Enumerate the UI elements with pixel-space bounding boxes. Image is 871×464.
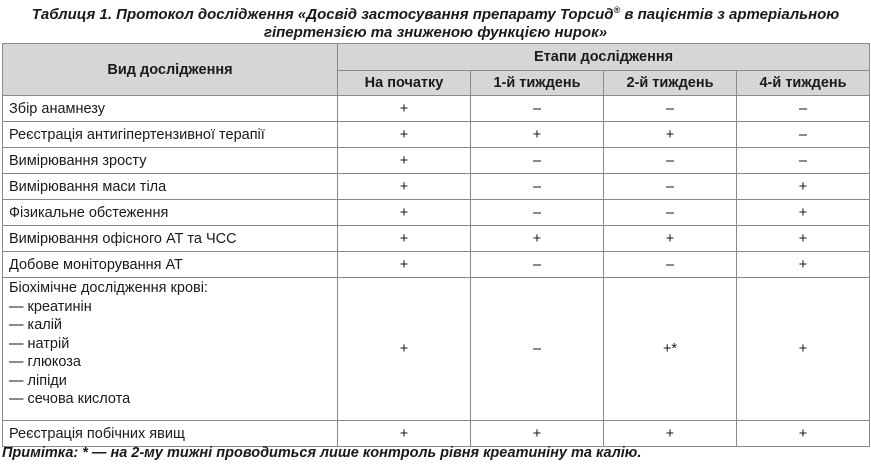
header-stage: На початку <box>338 71 471 96</box>
biochem-title: Біохімічне дослідження крові: <box>9 280 208 296</box>
row-mark: + <box>737 421 870 447</box>
header-stage: 2-й тиждень <box>604 71 737 96</box>
table-row <box>3 174 870 200</box>
row-mark: – <box>471 252 604 278</box>
row-name: Фізикальне обстеження <box>3 200 338 226</box>
row-mark: + <box>338 148 471 174</box>
row-name: Вимірювання маси тіла <box>3 174 338 200</box>
table-row-biochemistry <box>3 278 870 421</box>
row-mark: + <box>737 174 870 200</box>
table-caption <box>0 0 871 41</box>
header-study-type: Вид дослідження <box>3 44 338 96</box>
row-mark: + <box>338 421 471 447</box>
row-mark: – <box>604 252 737 278</box>
row-mark: – <box>471 278 604 421</box>
row-mark: + <box>737 252 870 278</box>
row-name: Добове моніторування АТ <box>3 252 338 278</box>
row-mark: – <box>737 122 870 148</box>
row-mark: + <box>338 174 471 200</box>
row-mark: + <box>338 226 471 252</box>
row-mark: + <box>471 226 604 252</box>
row-mark: – <box>604 148 737 174</box>
row-mark: + <box>737 200 870 226</box>
caption-line-2: гіпертензією та зниженою функцією нирок» <box>263 24 608 41</box>
row-mark: + <box>338 200 471 226</box>
row-mark: – <box>604 200 737 226</box>
row-mark: +* <box>604 278 737 421</box>
header-stage: 1-й тиждень <box>471 71 604 96</box>
row-name: Вимірювання офісного АТ та ЧСС <box>3 226 338 252</box>
header-stages: Етапи дослідження <box>338 44 870 71</box>
biochem-list <box>3 278 338 421</box>
row-mark: – <box>471 96 604 122</box>
header-stage: 4-й тиждень <box>737 71 870 96</box>
row-mark: – <box>471 174 604 200</box>
row-mark: + <box>471 122 604 148</box>
biochem-item: — креатинін <box>9 298 92 315</box>
row-name: Реєстрація антигіпертензивної терапії <box>3 122 338 148</box>
row-mark: + <box>338 252 471 278</box>
biochem-item: — сечова кислота <box>9 391 131 407</box>
biochem-item: — натрій <box>9 335 70 352</box>
table-row <box>3 421 870 447</box>
table-row <box>3 148 870 174</box>
row-mark: – <box>604 96 737 122</box>
row-mark: + <box>338 278 471 421</box>
row-mark: + <box>471 421 604 447</box>
row-mark: – <box>737 96 870 122</box>
row-mark: + <box>338 96 471 122</box>
caption-line-1: Таблиця 1. Протокол дослідження «Досвід застосування препарату Торсид® в пацієнтів з артеріальною <box>31 5 840 23</box>
biochem-item: — калій <box>9 317 63 333</box>
row-name: Збір анамнезу <box>3 96 338 122</box>
row-mark: – <box>604 174 737 200</box>
row-mark: + <box>338 122 471 148</box>
row-name: Вимірювання зросту <box>3 148 338 174</box>
row-mark: – <box>737 148 870 174</box>
table-note: Примітка: * — на 2-му тижні проводиться лише контроль рівня креатиніну та калію. <box>2 445 642 461</box>
row-name: Реєстрація побічних явищ <box>3 421 338 447</box>
table-row <box>3 226 870 252</box>
row-mark: + <box>737 278 870 421</box>
protocol-table <box>2 43 870 447</box>
row-mark: + <box>737 226 870 252</box>
row-mark: + <box>604 421 737 447</box>
row-mark: – <box>471 200 604 226</box>
table-row <box>3 252 870 278</box>
biochem-item: — ліпіди <box>9 372 67 389</box>
table-row <box>3 122 870 148</box>
row-mark: + <box>604 226 737 252</box>
table-row <box>3 96 870 122</box>
biochem-item: — глюкоза <box>9 354 81 370</box>
row-mark: – <box>471 148 604 174</box>
header-row-1 <box>3 44 870 71</box>
row-mark: + <box>604 122 737 148</box>
table-row <box>3 200 870 226</box>
